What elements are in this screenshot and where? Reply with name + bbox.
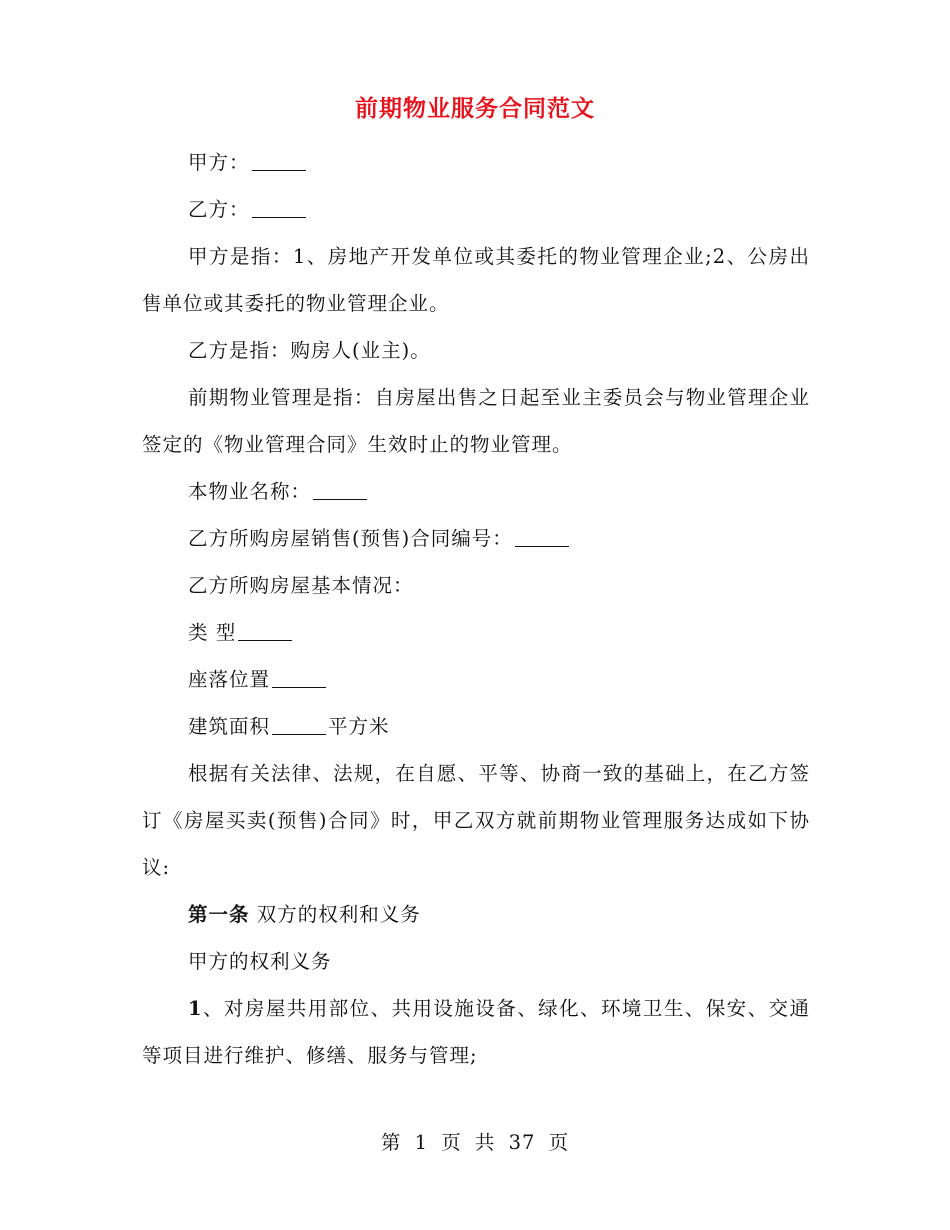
page-footer: 第 1 页 共 37 页 [380,1131,570,1154]
item-1-text: 、对房屋共用部位、共用设施设备、绿化、环境卫生、保安、交通等项目进行维护、修缮、服务与管理; [142,997,810,1067]
contract-number-blank [515,526,569,547]
area-line [142,703,810,750]
location-label: 座落位置 [188,668,271,691]
type-label: 类 型 [188,621,237,644]
contract-number-line [142,515,810,562]
party-a-blank [252,150,306,171]
type-blank [238,620,292,641]
definition-party-b: 乙方是指：购房人(业主)。 [188,339,431,362]
preamble-paragraph: 根据有关法律、法规，在自愿、平等、协商一致的基础上，在乙方签订《房屋买卖(预售)合同》时，甲乙双方就前期物业管理服务达成如下协议: [142,762,810,879]
definition-party-a: 甲方是指：1、房地产开发单位或其委托的物业管理企业;2、公房出售单位或其委托的物业管理企业。 [142,245,810,315]
contract-number-label: 乙方所购房屋销售(预售)合同编号： [188,527,513,550]
basic-info-line: 乙方所购房屋基本情况： [188,574,414,597]
party-b-label: 乙方： [188,198,250,221]
party-a-rights-heading: 甲方的权利义务 [188,950,332,973]
party-b-blank [252,197,306,218]
area-label: 建筑面积 [188,715,271,738]
document-body [142,139,810,1079]
party-a-label: 甲方： [188,151,250,174]
location-blank [272,667,326,688]
article-1-number: 第一条 [188,903,250,926]
property-name-label: 本物业名称： [188,480,312,503]
area-blank [272,714,326,735]
party-a-line [142,139,810,186]
party-b-line [142,186,810,233]
item-1-paragraph [142,985,810,1079]
item-1-number: 1 [188,997,203,1020]
article-1-heading [142,891,810,938]
location-line [142,656,810,703]
property-name-blank [313,479,367,500]
area-unit: 平方米 [328,715,390,738]
document-title: 前期物业服务合同范文 [355,95,595,122]
property-name-line [142,468,810,515]
article-1-title: 双方的权利和义务 [249,903,421,926]
definition-management: 前期物业管理是指：自房屋出售之日起至业主委员会与物业管理企业签定的《物业管理合同》生效时止的物业管理。 [142,386,810,456]
type-line [142,609,810,656]
